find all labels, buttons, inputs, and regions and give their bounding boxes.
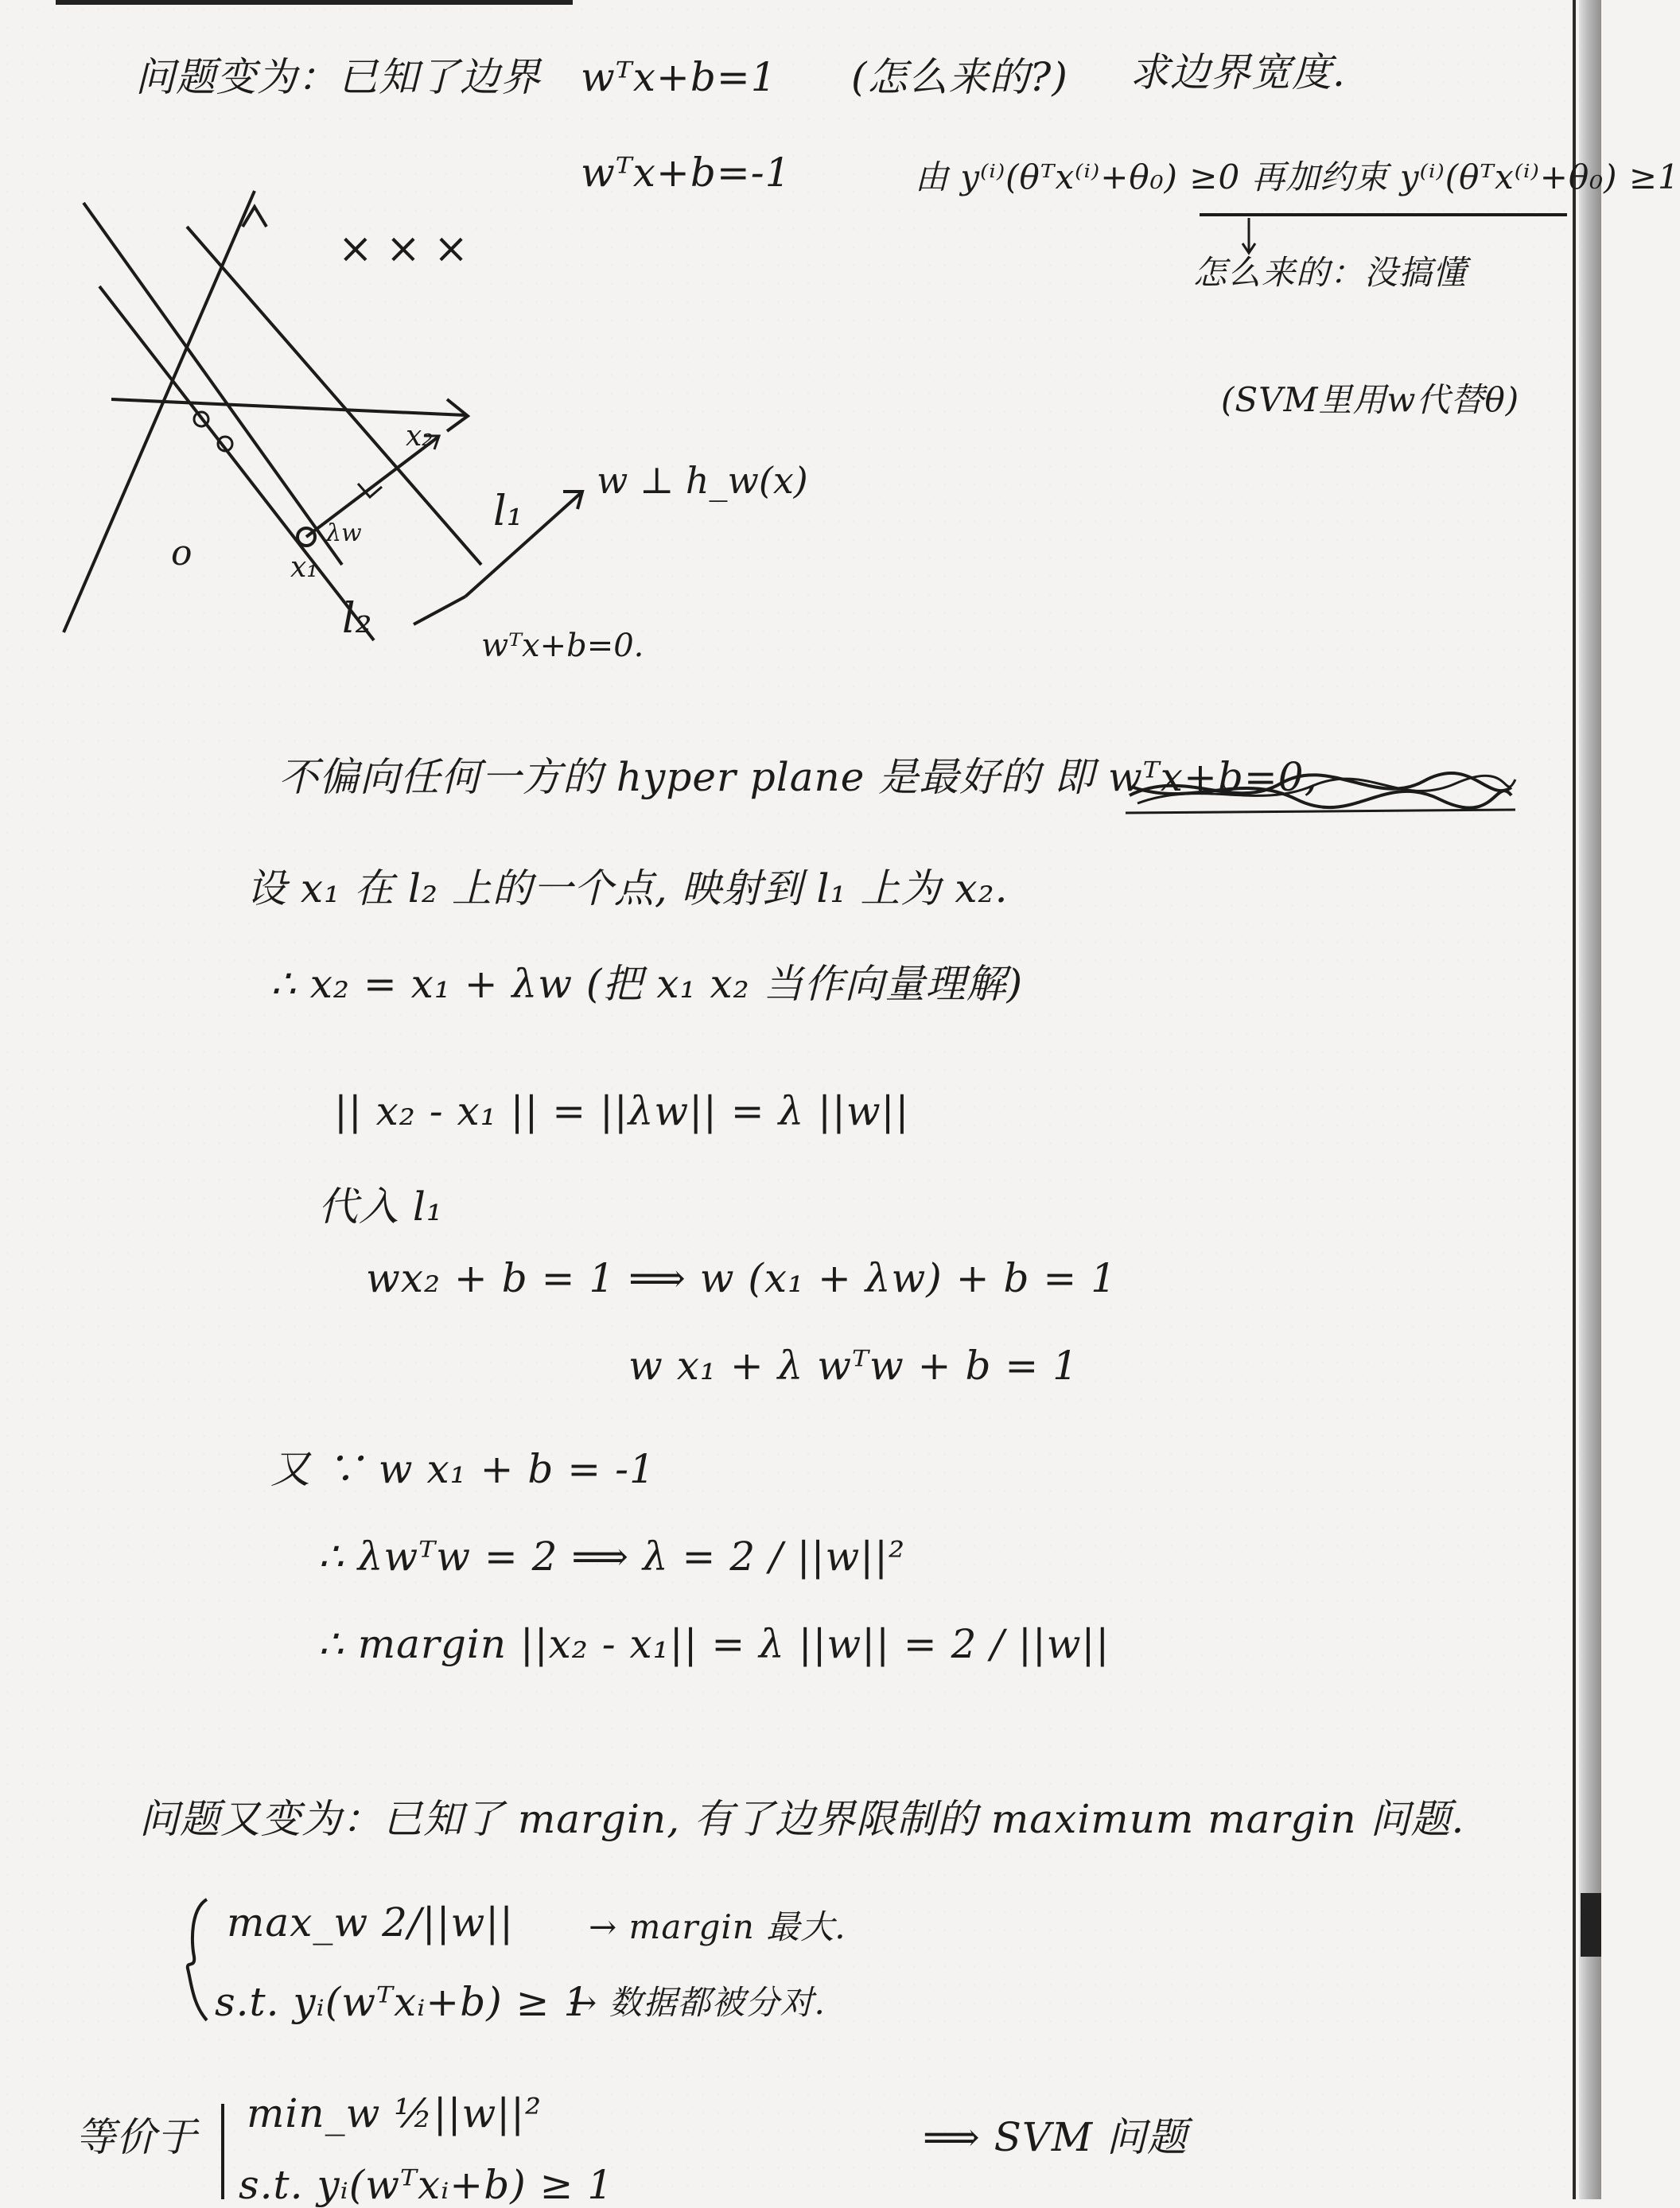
points-x-label: × × × xyxy=(338,225,469,273)
side-question: 怎么来的：没搞懂 xyxy=(1193,253,1468,292)
point-o-label: o xyxy=(171,533,192,573)
svm-note: (SVM里用w代替θ) xyxy=(1221,380,1520,419)
min-constraint: s.t. yᵢ(wᵀxᵢ+b) ≥ 1 xyxy=(239,2162,614,2208)
brace-icon xyxy=(183,1893,215,2028)
max-objective: max_w 2/||w|| xyxy=(227,1899,514,1946)
scan-edge xyxy=(1579,0,1601,2199)
body-line-4: || x₂ - x₁ || = ||λw|| = λ ||w|| xyxy=(334,1088,910,1134)
side-derivation: 由 y⁽ⁱ⁾(θᵀx⁽ⁱ⁾+θ₀) ≥0 再加约束 y⁽ⁱ⁾(θᵀx⁽ⁱ⁾+θ₀) ≥1 xyxy=(915,157,1680,196)
problem-again: 问题又变为：已知了 margin, 有了边界限制的 maximum margin 问题. xyxy=(139,1796,1465,1842)
x1-label: x₁ xyxy=(290,551,318,584)
boundary-eq-1: wᵀx+b=1 xyxy=(581,54,777,100)
right-rule xyxy=(1573,0,1576,2199)
l1-label: l₁ xyxy=(493,488,523,535)
boundary-eq-2: wᵀx+b=-1 xyxy=(581,150,791,196)
perp-label: w ⊥ h_w(x) xyxy=(597,459,808,502)
body-line-7: w x₁ + λ wᵀw + b = 1 xyxy=(628,1343,1079,1389)
body-line-5: 代入 l₁ xyxy=(318,1184,443,1230)
top-rule xyxy=(56,0,573,5)
body-line-3: ∴ x₂ = x₁ + λw (把 x₁ x₂ 当作向量理解) xyxy=(270,961,1024,1007)
body-line-9: ∴ λwᵀw = 2 ⟹ λ = 2 / ||w||² xyxy=(318,1534,905,1580)
hyperplane-label: wᵀx+b=0. xyxy=(481,628,644,664)
svm-geometry-diagram xyxy=(64,191,811,684)
brace-icon-2 xyxy=(215,2100,231,2199)
constraint: s.t. yᵢ(wᵀxᵢ+b) ≥ 1 xyxy=(215,1979,590,2025)
equivalent-label: 等价于 xyxy=(76,2114,197,2160)
body-line-6: wx₂ + b = 1 ⟹ w (x₁ + λw) + b = 1 xyxy=(366,1255,1117,1301)
l2-label: l₂ xyxy=(342,595,372,643)
how-derived: (怎么来的?) xyxy=(851,54,1068,100)
max-note: → margin 最大. xyxy=(589,1907,846,1946)
lambda-w-label: λw xyxy=(326,519,362,547)
scribbled-out-text xyxy=(1122,764,1519,819)
body-line-8: 又 ∵ w x₁ + b = -1 xyxy=(270,1446,655,1492)
x2-label: x₂ xyxy=(406,420,434,453)
problem-becomes: 问题变为：已知了边界 xyxy=(135,54,541,100)
boundary-l2-outer xyxy=(99,286,374,640)
x-axis xyxy=(111,399,465,415)
find-width: 求边界宽度. xyxy=(1130,49,1346,95)
constraint-note: → 数据都被分对. xyxy=(569,1983,826,2022)
body-line-1: 不偏向任何一方的 hyper plane 是最好的 即 wᵀx+b=0, xyxy=(278,754,1318,800)
scan-edge-tab xyxy=(1581,1893,1601,1957)
min-objective: min_w ½||w||² xyxy=(247,2090,542,2136)
body-line-2: 设 x₁ 在 l₂ 上的一个点, 映射到 l₁ 上为 x₂. xyxy=(247,865,1009,912)
svm-problem: ⟹ SVM 问题 xyxy=(923,2114,1188,2160)
body-line-10: ∴ margin ||x₂ - x₁|| = λ ||w|| = 2 / ||w|| xyxy=(318,1621,1110,1667)
normal-vector xyxy=(465,493,581,597)
y-axis xyxy=(64,191,255,632)
